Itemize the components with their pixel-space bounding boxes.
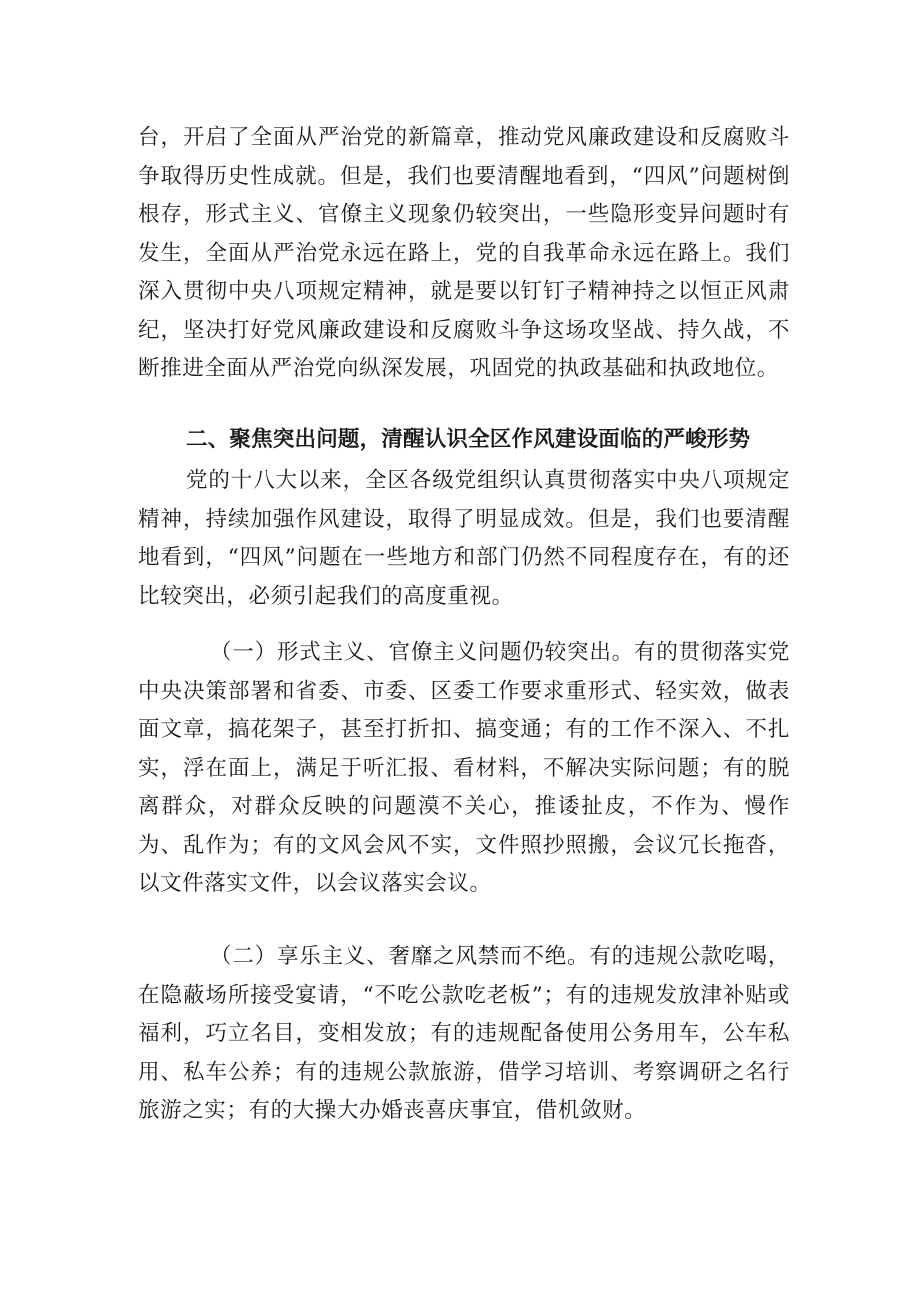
intro-paragraph: 党的十八大以来，全区各级党组织认真贯彻落实中央八项规定精神，持续加强作风建设，取得了明显成效。但是，我们也要清醒地看到，“四风”问题在一些地方和部门仍然不同程度存在，有的还比较突出，必须引起我们的高度重视。	[138, 468, 790, 609]
section-heading: 二、聚焦突出问题，清醒认识全区作风建设面临的严峻形势	[186, 427, 751, 452]
subsection-paragraph-1: （一）形式主义、官僚主义问题仍较突出。有的贯彻落实党中央决策部署和省委、市委、区委工作要求重形式、轻实效，做表面文章，搞花架子，甚至打折扣、搞变通；有的工作不深入、不扎实，浮在面上，满足于听汇报、看材料，不解决实际问题；有的脱离群众，对群众反映的问题漠不关心，推诿扯皮，不作为、慢作为、乱作为；有的文风会风不实，文件照抄照搬，会议冗长拖沓，以文件落实文件，以会议落实会议。	[138, 640, 790, 896]
subsection-paragraph-2: （二）享乐主义、奢靡之风禁而不绝。有的违规公款吃喝，在隐蔽场所接受宴请，“不吃公款吃老板”；有的违规发放津补贴或福利，巧立名目，变相发放；有的违规配备使用公务用车，公车私用、私车公养；有的违规公款旅游，借学习培训、考察调研之名行旅游之实；有的大操大办婚丧喜庆事宜，借机敛财。	[138, 944, 790, 1123]
body-paragraph: 台，开启了全面从严治党的新篇章，推动党风廉政建设和反腐败斗争取得历史性成就。但是，我们也要清醒地看到，“四风”问题树倒根存，形式主义、官僚主义现象仍较突出，一些隐形变异问题时有发生，全面从严治党永远在路上，党的自我革命永远在路上。我们深入贯彻中央八项规定精神，就是要以钉钉子精神持之以恒正风肃纪，坚决打好党风廉政建设和反腐败斗争这场攻坚战、持久战，不断推进全面从严治党向纵深发展，巩固党的执政基础和执政地位。	[138, 125, 790, 381]
